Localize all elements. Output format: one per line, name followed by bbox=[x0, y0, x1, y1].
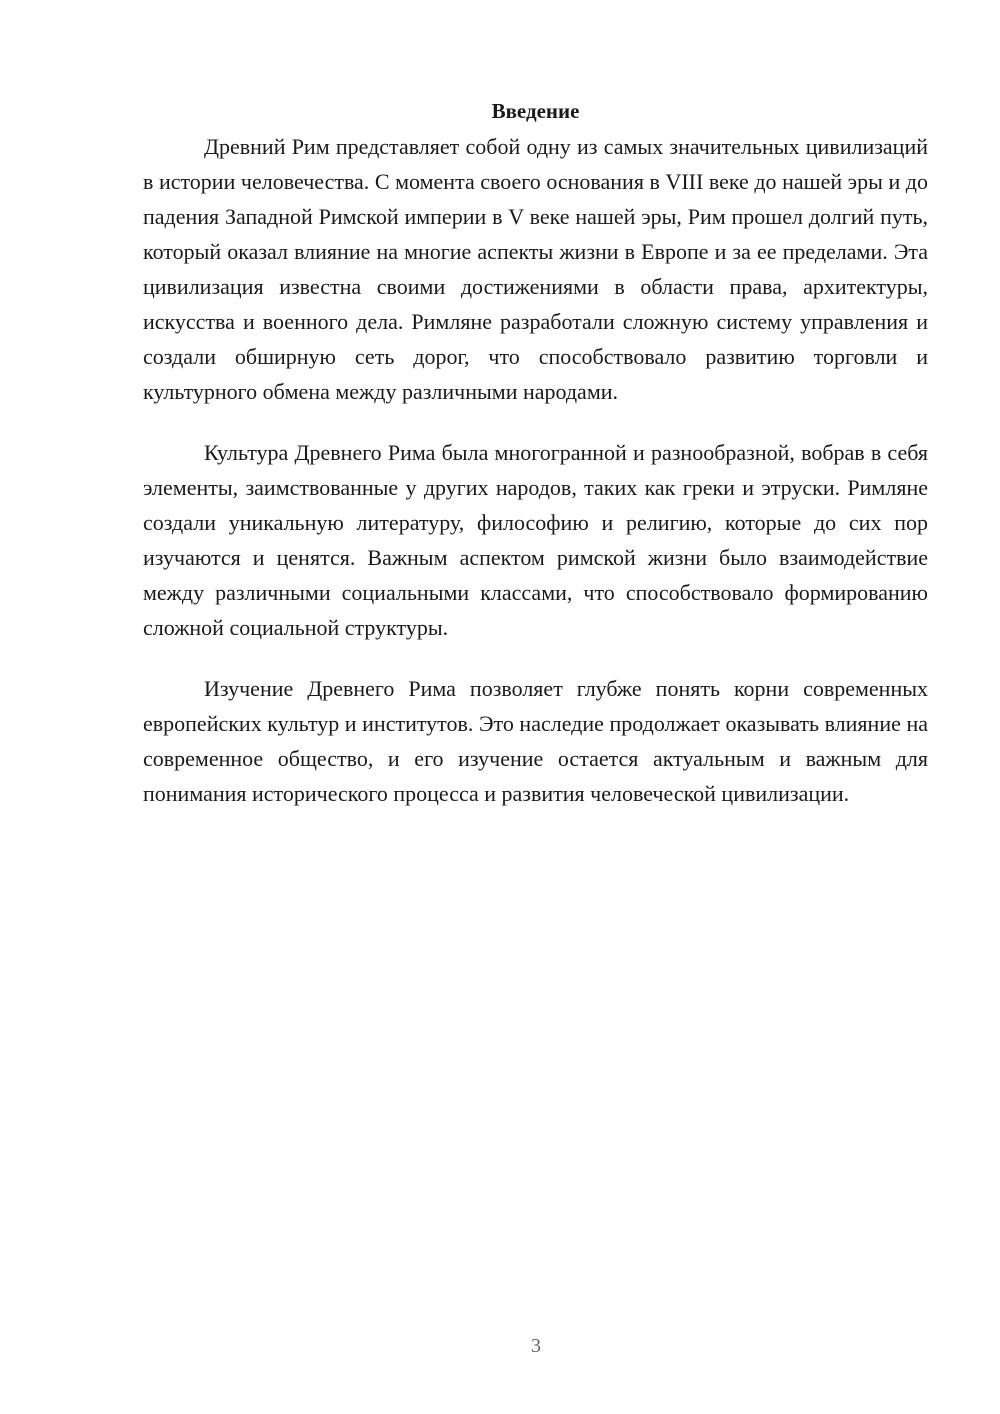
section-heading: Введение bbox=[491, 99, 580, 123]
paragraph-3: Изучение Древнего Рима позволяет глубже понять корни современных европейских культур и институтов. Это наследие продолжает оказывать влияние на современное общество, и его изучение остается актуальным и важным для понимания исторического процесса и развития человеческой цивилизации. bbox=[143, 676, 928, 806]
page-number: 3 bbox=[531, 1335, 541, 1357]
paragraph-1: Древний Рим представляет собой одну из самых значительных цивилизаций в истории человечества. С момента своего основания в VIII веке до нашей эры и до падения Западной Римской империи в V веке нашей эры, Рим прошел долгий путь, который оказал влияние на многие аспекты жизни в Европе и за ее пределами. Эта цивилизация известна своими достижениями в области права, архитектуры, искусства и военного дела. Римляне разработали сложную систему управления и создали обширную сеть дорог, что способствовало развитию торговли и культурного обмена между различными народами. bbox=[143, 134, 928, 404]
paragraph-2: Культура Древнего Рима была многогранной и разнообразной, вобрав в себя элементы, заимствованные у других народов, таких как греки и этруски. Римляне создали уникальную литературу, философию и религию, которые до сих пор изучаются и ценятся. Важным аспектом римской жизни было взаимодействие между различными социальными классами, что способствовало формированию сложной социальной структуры. bbox=[143, 440, 928, 640]
page-body bbox=[143, 96, 928, 837]
